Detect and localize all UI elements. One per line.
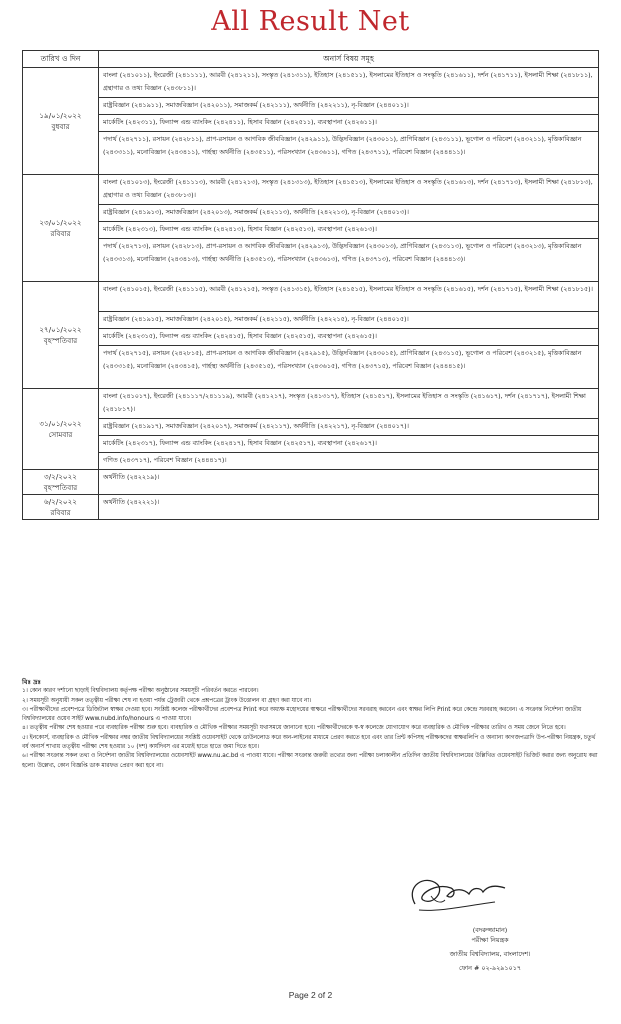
subjects-cell: রাষ্ট্রবিজ্ঞান (২৪১৯১৭), সমাজবিজ্ঞান (২৪২০১৭), সমাজকর্ম (২৪২১১৭), অর্থনীতি (২৪২২১৭), নৃ-বিজ্ঞান (২৪৪০১৭)।: [99, 419, 599, 436]
subjects-cell: রাষ্ট্রবিজ্ঞান (২৪১৯১১), সমাজবিজ্ঞান (২৪২০১১), সমাজকর্ম (২৪২১১১), অর্থনীতি (২৪২২১১), নৃ-বিজ্ঞান (২৪৪০১১)।: [99, 98, 599, 115]
subjects-cell: অর্থনীতি (২৪২২১৯)।: [99, 470, 599, 495]
subjects-cell: রাষ্ট্রবিজ্ঞান (২৪১৯১৩), সমাজবিজ্ঞান (২৪২০১৩), সমাজকর্ম (২৪২১১৩), অর্থনীতি (২৪২২১৩), নৃ-বিজ্ঞান (২৪৪০১৩)।: [99, 205, 599, 222]
exam-day: সোমবার: [48, 430, 73, 439]
exam-date-cell: [23, 175, 99, 282]
exam-day: বৃহস্পতিবার: [43, 483, 78, 492]
schedule-row: [23, 389, 599, 419]
note-item: ৩। পরীক্ষার্থীদের প্রবেশপত্রে ডিজিটাল স্বাক্ষর দেওয়া হবে। সংশ্লিষ্ট কলেজ পরীক্ষার্থীদের প্রবেশপত্র Print করে অধ্যক্ষ মহোদয়ের স্বাক্ষরে পরীক্ষার্থীদের সরবরাহ করবেন এবং স্বাক্ষর লিপি Print করে কেন্দ্রে সরবরাহ করবেন। এ সংক্রান্ত নির্দেশনা জাতীয় বিশ্ববিদ্যালয়ের ওয়েব সাইট www.nubd.info/honours এ পাওয়া যাবে।: [22, 706, 582, 723]
schedule-row: [23, 312, 599, 329]
schedule-row: [23, 495, 599, 520]
exam-date: ৩/২/২০২২: [44, 472, 77, 481]
schedule-row: [23, 436, 599, 453]
table-header-row: [23, 51, 599, 68]
date-column-header: তারিখ ও দিন: [23, 51, 99, 68]
exam-date-cell: [23, 389, 99, 470]
note-item: ১। কোন কারণ দর্শানো ছাড়াই বিশ্ববিদ্যালয় কর্তৃপক্ষ পরীক্ষা অনুষ্ঠানের সময়সূচী পরিবর্তন করতে পারবেন।: [22, 688, 259, 695]
signatory-organization: জাতীয় বিশ্ববিদ্যালয়, বাংলাদেশ।: [449, 950, 531, 958]
exam-day: বুধবার: [51, 122, 70, 131]
subjects-cell: অর্থনীতি (২৪২২২১)।: [99, 495, 599, 520]
exam-schedule-table: [22, 50, 599, 520]
signatory-title: পরীক্ষা নিয়ন্ত্রক: [471, 936, 509, 944]
schedule-row: [23, 175, 599, 205]
note-item: ৬। পরীক্ষা সংক্রান্ত সকল তথ্য ও নির্দেশনা জাতীয় বিশ্ববিদ্যালয়ের ওয়েবসাইট www.nu.ac.bd এ পাওয়া যাবে। পরীক্ষা সংক্রান্ত জরুরী তথ্যের জন্য পরীক্ষা চলাকালীন প্রতিদিন জাতীয় বিশ্ববিদ্যালয়ের উল্লিখিত ওয়েবসাইট ভিজিট করার জন্য অনুরোধ করা হলো। উল্লেখ্য, কোন বিজ্ঞপ্তি ডাক মারফত প্রেরণ করা হবে না।: [22, 753, 598, 769]
note-item: ৫। ইনকোর্স, ব্যবহারিক ও মৌখিক পরীক্ষার নম্বর জাতীয় বিশ্ববিদ্যালয়ের সংশ্লিষ্ট ওয়েবসাইট থেকে ডাউনলোড করে অন-লাইনের মাধ্যমে প্রেরণ করতে হবে এবং তার প্রিন্ট কপিসহ পরীক্ষকদের স্বাক্ষরলিপি ও অন্যান্য কাগজপত্রাদি উপ-পরীক্ষা নিয়ন্ত্রক, চতুর্থ বর্ষ অনার্স শাখায় তত্ত্বীয় পরীক্ষা শেষ হওয়ার ১০ (দশ) কার্যদিবস এর মধ্যেই হাতে হাতে জমা দিতে হবে।: [22, 734, 596, 751]
subjects-cell: মার্কেটিং (২৪২৩১১), ফিন্যান্স এন্ড ব্যাংকিং (২৪২৪১১), হিসাব বিজ্ঞান (২৪২৫১১), ব্যবস্থাপনা (২৪২৬১১)।: [99, 115, 599, 132]
schedule-row: [23, 453, 599, 470]
subjects-cell: বাংলা (২৪১০১১), ইংরেজী (২৪১১১১), আরবী (২৪১২১১), সংস্কৃত (২৪১৩১১), ইতিহাস (২৪১৫১১), ইসলামের ইতিহাস ও সংস্কৃতি (২৪১৬১১), দর্শন (২৪১৭১১), ইসলামী শিক্ষা (২৪১৮১১), গ্রন্থাগার ও তথ্য বিজ্ঞান (২৪৩৮১১)।: [99, 68, 599, 98]
exam-date: ১৯/০১/২০২২: [39, 111, 82, 120]
schedule-body: [23, 68, 599, 520]
subjects-cell: পদার্থ (২৪২৭১৩), রসায়ন (২৪২৮১৩), প্রাণ-রসায়ন ও আণবিক জীববিজ্ঞান (২৪২৯১৩), উদ্ভিদবিজ্ঞান (২৪৩০১৩), প্রাণিবিজ্ঞান (২৪৩১১৩), ভূগোল ও পরিবেশ (২৪৩২১৩), মৃত্তিকাবিজ্ঞান (২৪৩৩১৩), মনোবিজ্ঞান (২৪৩৪১৩), গার্হস্থ্য অর্থনীতি (২৪৩৫১৩), পরিসংখ্যান (২৪৩৬১৩), গণিত (২৪৩৭১৩), পরিবেশ বিজ্ঞান (২৪৪৪১৩)।: [99, 239, 599, 282]
exam-date-cell: [23, 470, 99, 495]
exam-day: রবিবার: [50, 508, 71, 517]
subjects-cell: মার্কেটিং (২৪২৩১৩), ফিন্যান্স এন্ড ব্যাংকিং (২৪২৪১৩), হিসাব বিজ্ঞান (২৪২৫১৩), ব্যবস্থাপনা (২৪২৬১৩)।: [99, 222, 599, 239]
subjects-cell: মার্কেটিং (২৪২৩১৫), ফিন্যান্স এন্ড ব্যাংকিং (২৪২৪১৫), হিসাব বিজ্ঞান (২৪২৫১৫), ব্যবস্থাপনা (২৪২৬১৫)।: [99, 329, 599, 346]
schedule-row: [23, 329, 599, 346]
page-number: Page 2 of 2: [288, 990, 333, 1000]
schedule-row: [23, 98, 599, 115]
subjects-cell: মার্কেটিং (২৪২৩১৭), ফিন্যান্স এন্ড ব্যাংকিং (২৪২৪১৭), হিসাব বিজ্ঞান (২৪২৫১৭), ব্যবস্থাপনা (২৪২৬১৭)।: [99, 436, 599, 453]
schedule-row: [23, 282, 599, 312]
exam-date-cell: [23, 495, 99, 520]
exam-date: ২৩/০১/২০২২: [39, 218, 82, 227]
notes-section: [22, 678, 599, 771]
schedule-row: [23, 132, 599, 175]
schedule-row: [23, 239, 599, 282]
subjects-cell: বাংলা (২৪১০১৫), ইংরেজী (২৪১১১৫), আরবী (২৪১২১৫), সংস্কৃত (২৪১৩১৫), ইতিহাস (২৪১৫১৫), ইসলামের ইতিহাস ও সংস্কৃতি (২৪১৬১৫), দর্শন (২৪১৭১৫), ইসলামী শিক্ষা (২৪১৮১৫)।: [99, 282, 599, 312]
subjects-column-header: অনার্স বিষয় সমূহ: [99, 51, 599, 68]
schedule-row: [23, 115, 599, 132]
note-item: ২। সময়সূচী অনুযায়ী সকল তত্ত্বীয় পরীক্ষা শেষ না হওয়া পর্যন্ত ট্রেজারী থেকে প্রশ্নপত্রের ট্রাংক উত্তোলন বা গ্রহণ করা যাবে না।: [22, 697, 312, 704]
schedule-row: [23, 205, 599, 222]
signatory-phone: ফোন # ০২-৯২৯১০১৭: [458, 964, 522, 972]
exam-date: ৬/২/২০২২: [44, 497, 77, 506]
notes-heading: বিঃ দ্রঃ: [22, 678, 41, 686]
exam-date: ৩১/০১/২০২২: [39, 419, 82, 428]
exam-day: বৃহস্পতিবার: [43, 336, 78, 345]
subjects-cell: পদার্থ (২৪২৭১৫), রসায়ন (২৪২৮১৫), প্রাণ-রসায়ন ও আণবিক জীববিজ্ঞান (২৪২৯১৫), উদ্ভিদবিজ্ঞান (২৪৩০১৫), প্রাণিবিজ্ঞান (২৪৩১১৫), ভূগোল ও পরিবেশ (২৪৩২১৫), মৃত্তিকাবিজ্ঞান (২৪৩৩১৫), মনোবিজ্ঞান (২৪৩৪১৫), গার্হস্থ্য অর্থনীতি (২৪৩৫১৫), পরিসংখ্যান (২৪৩৬১৫), গণিত (২৪৩৭১৫), পরিবেশ বিজ্ঞান (২৪৪৪১৫)।: [99, 346, 599, 389]
schedule-row: [23, 419, 599, 436]
exam-date-cell: [23, 282, 99, 389]
exam-date-cell: [23, 68, 99, 175]
handwritten-signature: [395, 866, 515, 926]
schedule-row: [23, 222, 599, 239]
schedule-row: [23, 68, 599, 98]
note-item: ৪। তত্ত্বীয় পরীক্ষা শেষ হওয়ার পরে ব্যবহারিক পরীক্ষা শুরু হবে। ব্যবহারিক ও মৌখিক পরীক্ষার সময়সূচী যথাসময়ে জানানো হবে। পরীক্ষার্থীদেরকে স্ব-স্ব কলেজে যোগাযোগ করে ব্যবহারিক ও মৌখিক পরীক্ষার তারিখ ও সময় জেনে নিতে হবে।: [22, 725, 566, 732]
schedule-row: [23, 470, 599, 495]
subjects-cell: বাংলা (২৪১০১৭), ইংরেজী (২৪১১১৭/২৪১১১৯), আরবী (২৪১২১৭), সংস্কৃত (২৪১৩১৭), ইতিহাস (২৪১৫১৭), ইসলামের ইতিহাস ও সংস্কৃতি (২৪১৬১৭), দর্শন (২৪১৭১৭), ইসলামী শিক্ষা (২৪১৮১৭)।: [99, 389, 599, 419]
subjects-cell: বাংলা (২৪১০১৩), ইংরেজী (২৪১১১৩), আরবী (২৪১২১৩), সংস্কৃত (২৪১৩১৩), ইতিহাস (২৪১৫১৩), ইসলামের ইতিহাস ও সংস্কৃতি (২৪১৬১৩), দর্শন (২৪১৭১৩), ইসলামী শিক্ষা (২৪১৮১৩), গ্রন্থাগার ও তথ্য বিজ্ঞান (২৪৩৮১৩)।: [99, 175, 599, 205]
exam-day: রবিবার: [50, 229, 71, 238]
exam-date: ২৭/০১/২০২২: [39, 325, 82, 334]
subjects-cell: রাষ্ট্রবিজ্ঞান (২৪১৯১৫), সমাজবিজ্ঞান (২৪২০১৫), সমাজকর্ম (২৪২১১৫), অর্থনীতি (২৪২২১৫), নৃ-বিজ্ঞান (২৪৪০১৫)।: [99, 312, 599, 329]
subjects-cell: গণিত (২৪৩৭১৭), পরিবেশ বিজ্ঞান (২৪৪৪১৭)।: [99, 453, 599, 470]
schedule-row: [23, 346, 599, 389]
site-banner: All Result Net: [211, 6, 410, 37]
subjects-cell: পদার্থ (২৪২৭১১), রসায়ন (২৪২৮১১), প্রাণ-রসায়ন ও আণবিক জীববিজ্ঞান (২৪২৯১১), উদ্ভিদবিজ্ঞান (২৪৩০১১), প্রাণিবিজ্ঞান (২৪৩১১১), ভূগোল ও পরিবেশ (২৪৩২১১), মৃত্তিকাবিজ্ঞান (২৪৩৩১১), মনোবিজ্ঞান (২৪৩৪১১), গার্হস্থ্য অর্থনীতি (২৪৩৫১১), পরিসংখ্যান (২৪৩৬১১), গণিত (২৪৩৭১১), পরিবেশ বিজ্ঞান (২৪৪৪১১)।: [99, 132, 599, 175]
signatory-name: (বদরুজ্জামান): [472, 926, 508, 934]
